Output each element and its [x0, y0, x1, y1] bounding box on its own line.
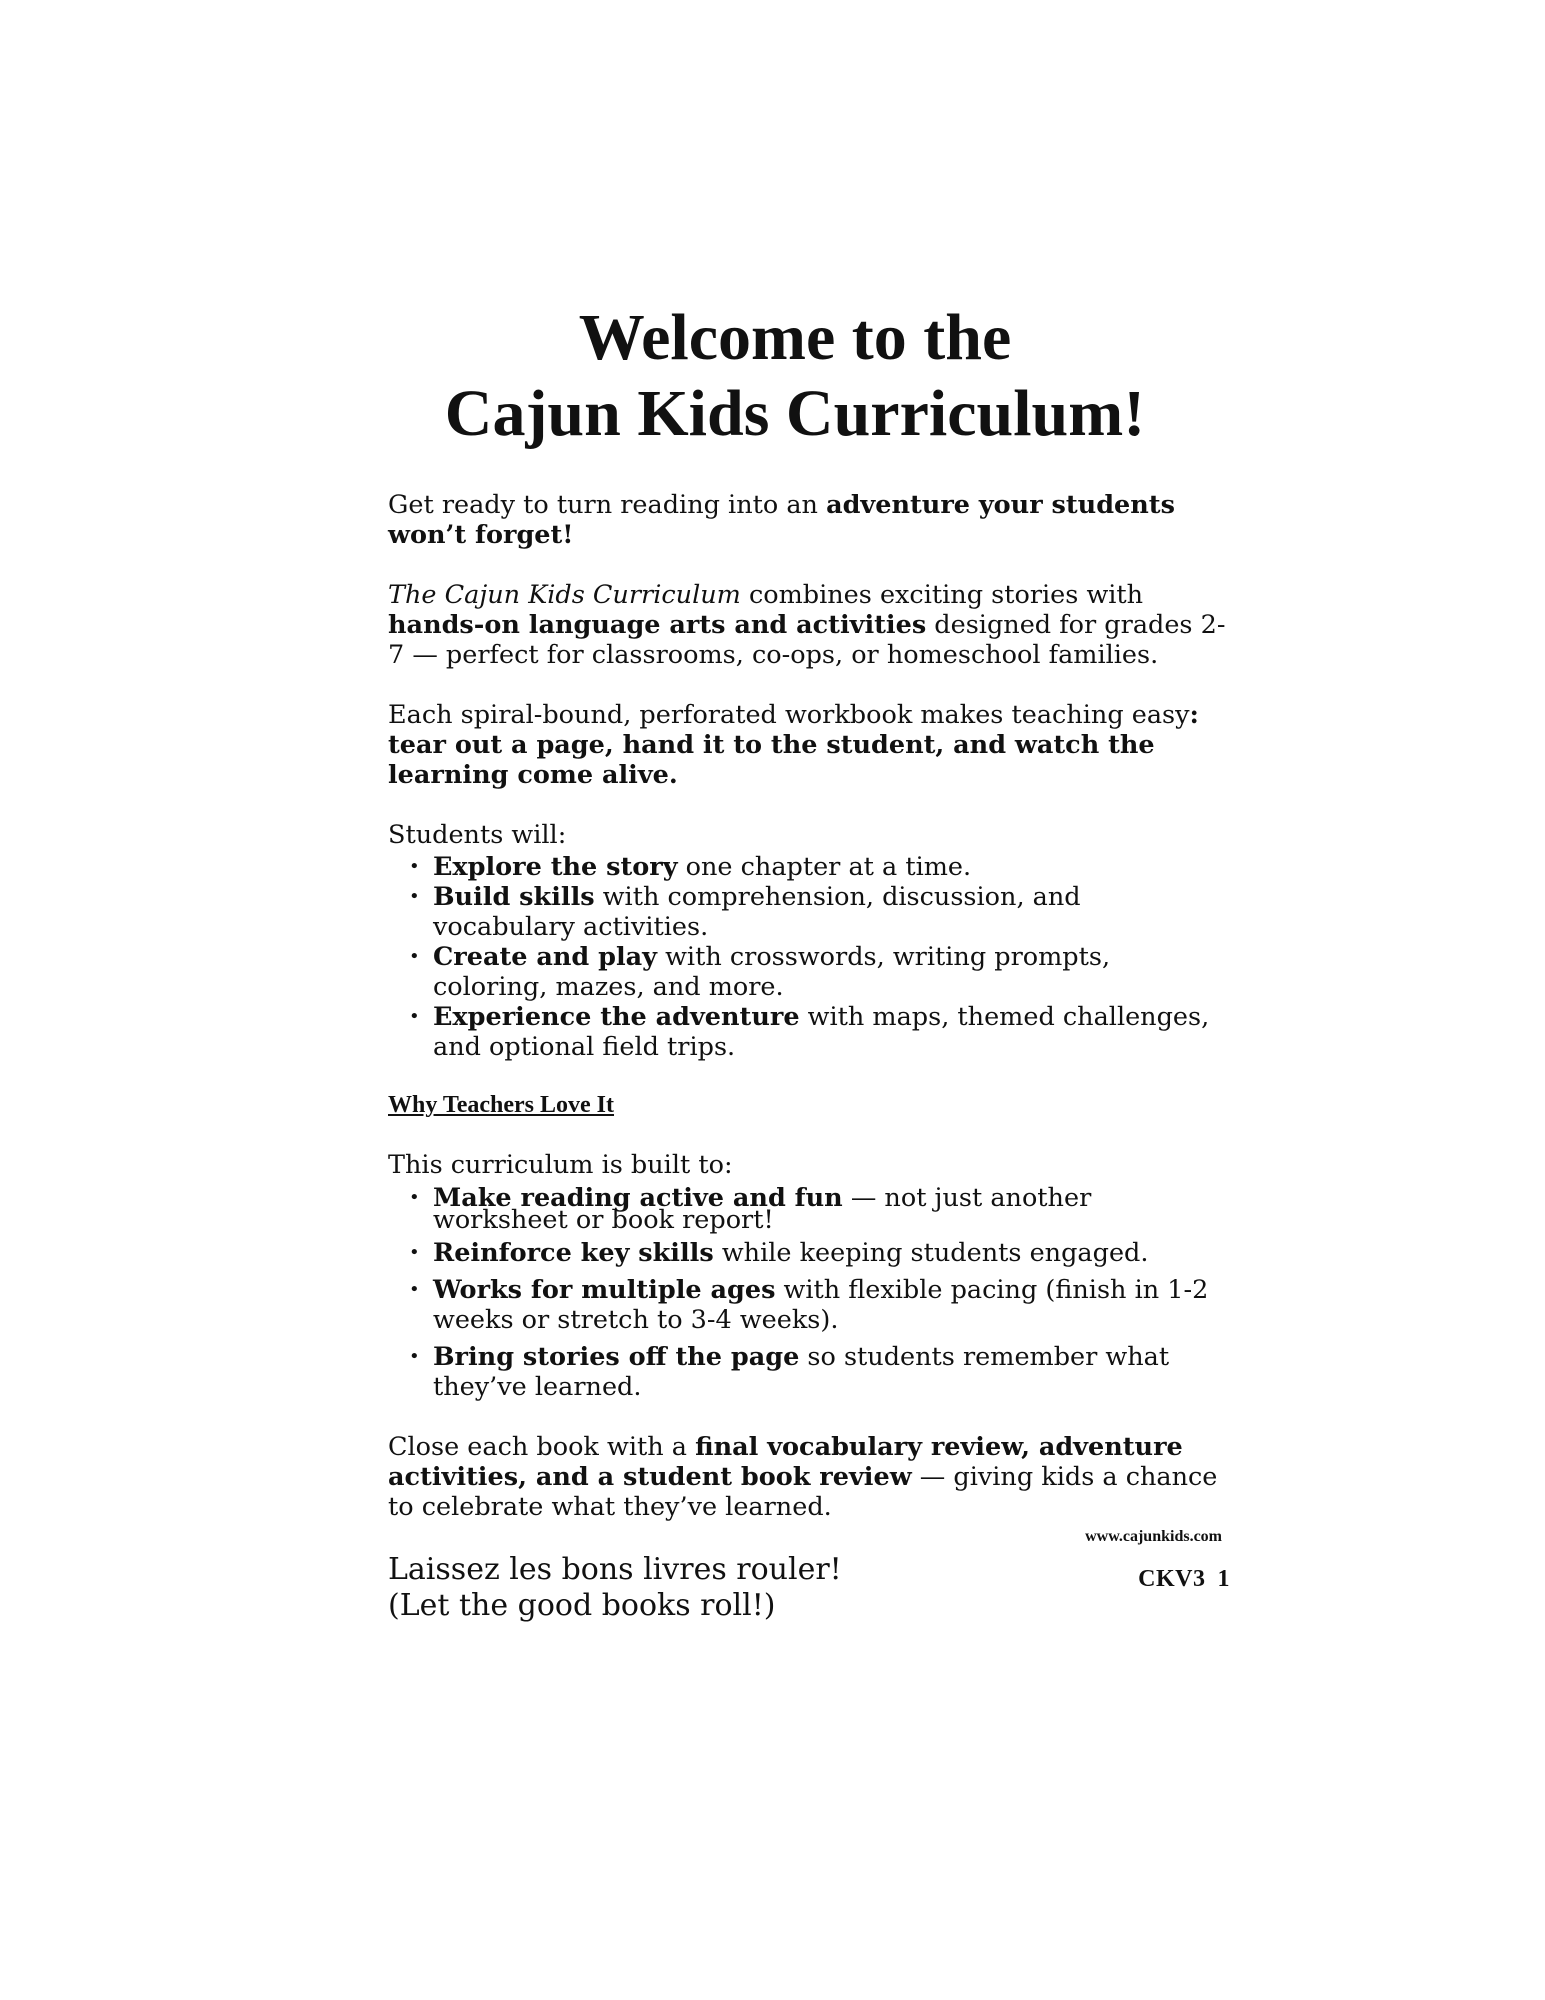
closing-emphasis: final vocabulary review, adventure activities, and a student book review [388, 1432, 1183, 1492]
why-list [388, 1183, 1228, 1402]
description-text-1: combines exciting stories with [740, 580, 1144, 610]
list-item: • Create and play with crosswords, writing prompts, coloring, mazes, and more. [409, 942, 1111, 1002]
intro-paragraph [388, 490, 1228, 550]
workbook-emphasis: : tear out a page, hand it to the student, and watch the learning come alive. [388, 700, 1199, 790]
closing-text-2: — giving kids a chance to celebrate what they’ve learned. [388, 1462, 1218, 1522]
bullet-icon: • [409, 1187, 420, 1208]
motto-english: (Let the good books roll!) [388, 1588, 776, 1623]
title-line-2: Cajun Kids Curriculum! [444, 377, 1146, 450]
bullet-icon: • [409, 886, 420, 907]
curriculum-name: The Cajun Kids Curriculum [388, 580, 741, 610]
bullet-icon: • [409, 856, 420, 877]
description-paragraph [388, 580, 1228, 670]
title-line-1: Welcome to the [578, 301, 1012, 374]
list-item: • Explore the story one chapter at a time. [409, 852, 972, 882]
list-item: • Experience the adventure with maps, themed challenges, and optional field trips. [409, 1002, 1210, 1062]
description-emphasis: hands-on language arts and activities [388, 610, 927, 640]
website-url: www.cajunkids.com [1085, 1528, 1222, 1545]
workbook-text: Each spiral-bound, perforated workbook makes teaching easy [388, 700, 1190, 730]
page-title [0, 300, 1545, 452]
students-list [388, 852, 1228, 1062]
bullet-icon: • [409, 1242, 420, 1263]
bullet-icon: • [409, 1279, 420, 1300]
book-code: CKV3 [1138, 1566, 1206, 1592]
body-content [388, 490, 1228, 1624]
why-heading: Why Teachers Love It [388, 1092, 615, 1118]
closing-text-1: Close each book with a [388, 1432, 696, 1462]
built-label: This curriculum is built to: [388, 1150, 733, 1180]
workbook-paragraph [388, 700, 1228, 790]
description-text-2: designed for grades 2-7 — perfect for classrooms, co-ops, or homeschool families. [388, 610, 1226, 670]
closing-paragraph [388, 1432, 1228, 1522]
bullet-icon: • [409, 1006, 420, 1027]
list-item: • Build skills with comprehension, discussion, and vocabulary activities. [409, 882, 1081, 942]
motto-french: Laissez les bons livres rouler! [388, 1552, 842, 1587]
page-footer [1060, 1566, 1230, 1593]
intro-text: Get ready to turn reading into an [388, 490, 827, 520]
list-item: • Reinforce key skills while keeping students engaged. [409, 1238, 1149, 1268]
intro-emphasis: adventure your students won’t forget! [388, 490, 1175, 550]
list-item: • Make reading active and fun — not just another worksheet or book report! [409, 1183, 1092, 1235]
page-number: 1 [1217, 1566, 1230, 1592]
students-label: Students will: [388, 820, 567, 850]
list-item: • Works for multiple ages with flexible pacing (finish in 1-2 weeks or stretch to 3-4 weeks). [409, 1275, 1209, 1335]
bullet-icon: • [409, 946, 420, 967]
list-item: • Bring stories off the page so students remember what they’ve learned. [409, 1342, 1170, 1402]
bullet-icon: • [409, 1346, 420, 1367]
